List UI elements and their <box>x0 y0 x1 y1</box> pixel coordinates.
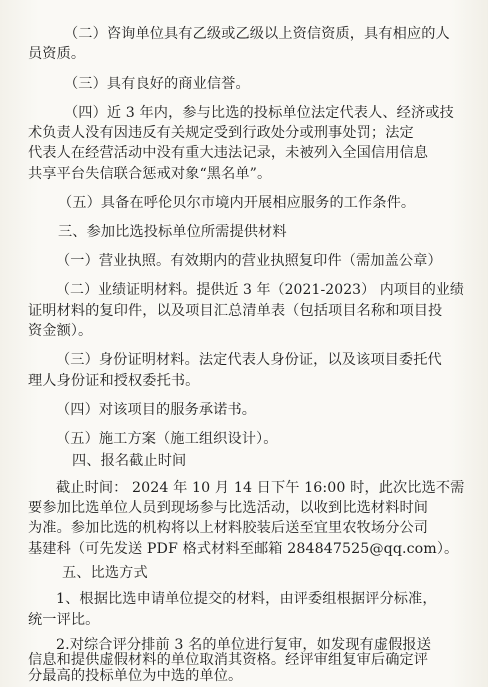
text-line-10: （一）营业执照。有效期内的营业执照复印件（需加盖公章） <box>56 253 442 270</box>
section-heading-3: 三、参加比选投标单位所需提供材料 <box>58 224 287 241</box>
text-line-25: 统一评比。 <box>28 611 100 628</box>
text-line-5: 术负责人没有因违反有关规定受到行政处分或刑事处罚；法定 <box>28 125 414 142</box>
text-line-16: （四）对该项目的服务承诺书。 <box>56 401 257 418</box>
text-line-19: 截止时间： 2024 年 10 月 14 日下午 16:00 时，此次比选不需 <box>56 479 465 496</box>
text-line-20: 要参加比选单位人员到现场参与比选活动，以收到比选材料时间 <box>28 499 429 516</box>
text-line-2: 员资质。 <box>28 46 86 63</box>
text-line-28: 分最高的投标单位为中选的单位。 <box>28 668 243 684</box>
text-line-6: 代表人在经营活动中没有重大违法记录，未被列入全国信用信息 <box>28 145 429 162</box>
text-line-26: 2.对综合评分排前 3 名的单位进行复审，如发现有虚假报送 <box>56 636 431 653</box>
text-line-8: （五）具备在呼伦贝尔市境内开展相应服务的工作条件。 <box>58 194 416 211</box>
section-heading-5: 五、比选方式 <box>62 565 148 582</box>
text-line-3: （三）具有良好的商业信誉。 <box>64 75 250 92</box>
text-line-7: 共享平台失信联合惩戒对象“黑名单”。 <box>28 165 272 182</box>
text-line-17: （五）施工方案（施工组织设计）。 <box>56 431 278 448</box>
text-line-4: （四）近 3 年内，参与比选的投标单位法定代表人、经济或技 <box>64 104 454 121</box>
text-line-12: 证明材料的复印件，以及项目汇总清单表（包括项目名称和项目投 <box>28 302 443 319</box>
section-heading-4: 四、报名截止时间 <box>72 453 187 470</box>
text-line-22: 基建科（可先发送 PDF 格式材料至邮箱 284847525@qq.com）。 <box>28 540 459 557</box>
text-line-27: 信息和提供虚假材料的单位取消其资格。经评审组复审后确定评 <box>28 652 429 669</box>
text-line-14: （三）身份证明材料。法定代表人身份证，以及该项目委托代 <box>56 352 442 369</box>
text-line-1: （二）咨询单位具有乙级或乙级以上资信资质，具有相应的人 <box>64 25 450 42</box>
text-line-24: 1、根据比选申请单位提交的材料，由评委组根据评分标准， <box>56 591 437 608</box>
text-line-15: 理人身份证和授权委托书。 <box>28 372 200 389</box>
text-line-13: 资金额）。 <box>28 323 93 340</box>
text-line-11: （二）业绩证明材料。提供近 3 年（2021-2023） 内项目的业绩 <box>56 282 464 299</box>
text-line-21: 为准。参加比选的机构将以上材料胶装后送至宜里农牧场分公司 <box>28 520 429 537</box>
